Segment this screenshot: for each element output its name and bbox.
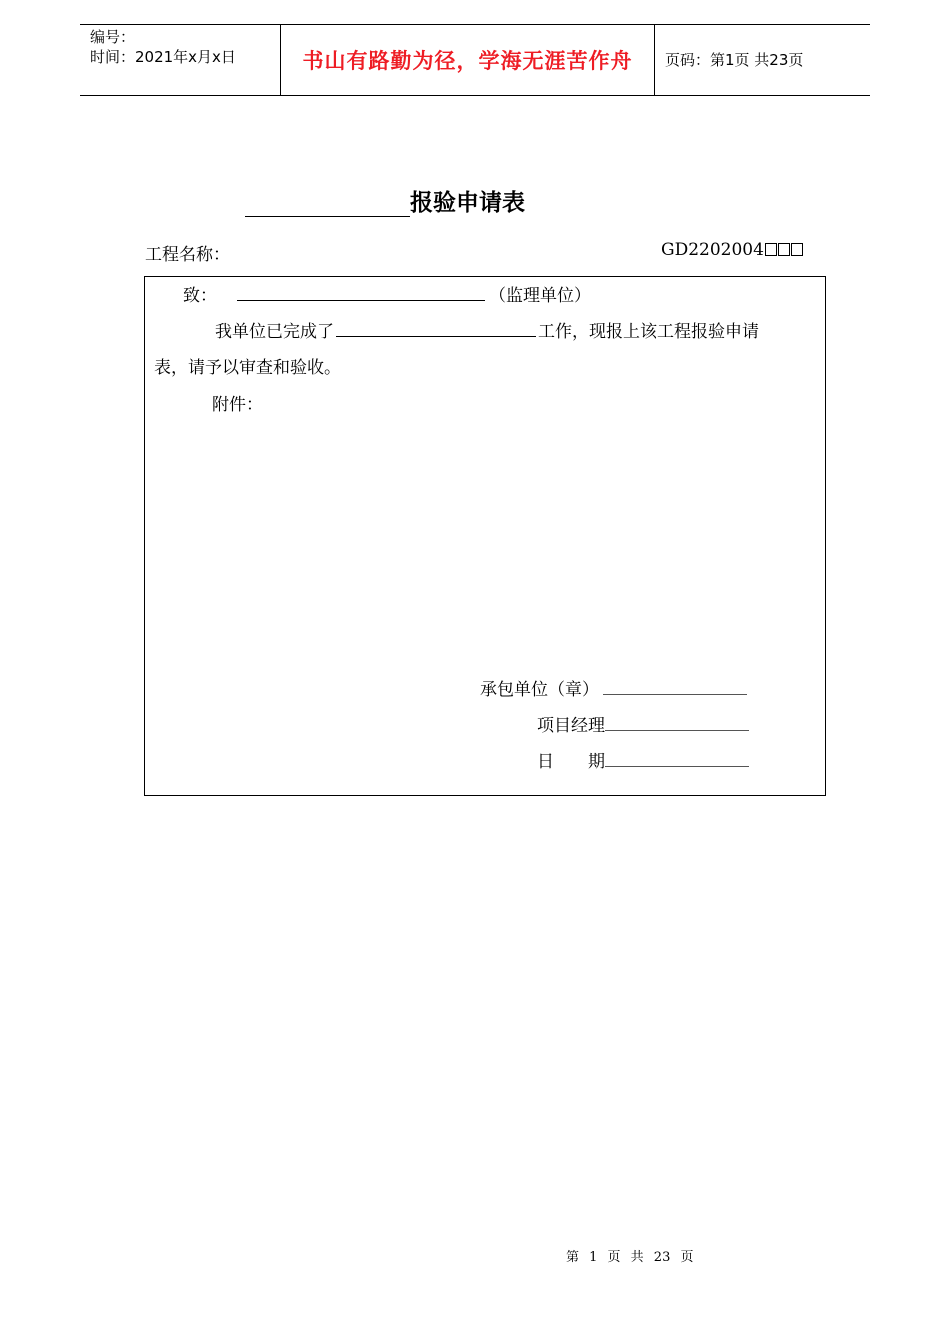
date-blank[interactable]	[605, 750, 749, 767]
work-blank[interactable]	[336, 320, 536, 337]
attachment-label: 附件：	[212, 395, 263, 415]
to-line	[183, 281, 591, 306]
application-form-box	[144, 276, 826, 796]
body-part1: 我单位已完成了	[215, 322, 334, 342]
motto-text: 书山有路勤为径，学海无涯苦作舟	[302, 48, 633, 73]
supervisor-blank[interactable]	[237, 284, 485, 301]
manager-blank[interactable]	[605, 714, 749, 731]
contractor-label: 承包单位（章）	[480, 680, 599, 700]
header-motto-cell	[281, 25, 655, 95]
manager-label: 项目经理	[537, 716, 605, 736]
header-info-cell	[80, 25, 281, 95]
page-info: 页码：第1页 共23页	[665, 50, 804, 69]
form-code-boxes	[764, 240, 803, 260]
to-label: 致：	[183, 286, 217, 306]
project-name-label: 工程名称：	[145, 245, 230, 265]
header-page-cell	[655, 25, 870, 95]
page-header	[80, 24, 870, 96]
supervisor-label: （监理单位）	[489, 286, 591, 306]
code-box-glyph	[791, 243, 803, 256]
body-line-2: 表，请予以审查和验收。	[154, 358, 341, 378]
code-box-glyph	[778, 243, 790, 256]
form-code	[661, 240, 803, 260]
page-footer: 第 1 页 共 23 页	[566, 1250, 694, 1265]
contractor-blank[interactable]	[603, 678, 747, 695]
code-box-glyph	[765, 243, 777, 256]
date-line	[537, 747, 749, 772]
title-blank-line	[245, 190, 410, 217]
form-title	[245, 184, 525, 217]
body-part2: 工作，现报上该工程报验申请	[538, 322, 759, 342]
date-label: 时间：2021年x月x日	[90, 48, 236, 66]
date-field-label: 日 期	[537, 752, 605, 772]
body-line-1	[215, 317, 759, 342]
form-code-text: GD2202004	[661, 240, 764, 260]
manager-line	[537, 711, 749, 736]
contractor-line	[480, 675, 747, 700]
title-text: 报验申请表	[410, 189, 525, 216]
number-label: 编号：	[90, 28, 136, 46]
